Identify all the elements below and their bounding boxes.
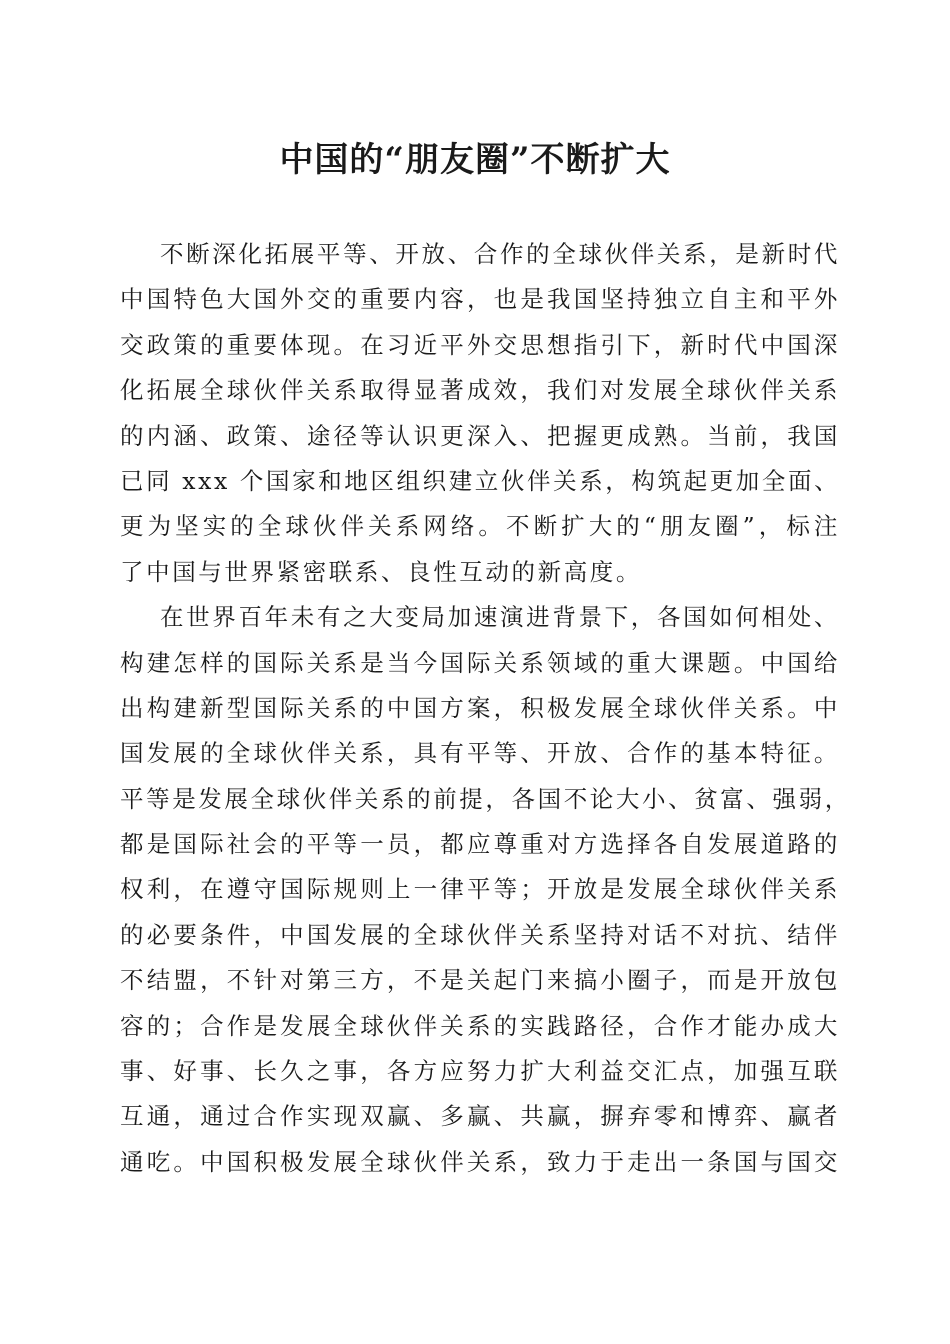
paragraph-1-line: 化拓展全球伙伴关系取得显著成效，我们对发展全球伙伴关系 [120, 376, 840, 405]
paragraph-1-line: 中国特色大国外交的重要内容，也是我国坚持独立自主和平外 [120, 285, 840, 314]
paragraph-1-line: 的内涵、政策、途径等认识更深入、把握更成熟。当前，我国 [120, 421, 840, 450]
paragraph-2-line: 都是国际社会的平等一员，都应尊重对方选择各自发展道路的 [120, 830, 840, 859]
document-title: 中国的“朋友圈”不断扩大 [279, 140, 671, 180]
paragraph-2-line: 在世界百年未有之大变局加速演进背景下，各国如何相处、 [160, 603, 840, 632]
paragraph-2-line: 平等是发展全球伙伴关系的前提，各国不论大小、贫富、强弱， [120, 784, 851, 813]
paragraph-2-line: 互通，通过合作实现双赢、多赢、共赢，摒弃零和博弈、赢者 [120, 1102, 840, 1131]
paragraph-2-line: 的必要条件，中国发展的全球伙伴关系坚持对话不对抗、结伴 [120, 920, 840, 949]
paragraph-2-line: 事、好事、长久之事，各方应努力扩大利益交汇点，加强互联 [120, 1057, 840, 1086]
paragraph-2-line: 国发展的全球伙伴关系，具有平等、开放、合作的基本特征。 [120, 739, 840, 768]
paragraph-2-line: 容的；合作是发展全球伙伴关系的实践路径，合作才能办成大 [120, 1011, 840, 1040]
paragraph-2-line: 不结盟，不针对第三方，不是关起门来搞小圈子，而是开放包 [120, 966, 840, 995]
paragraph-1-line: 已同 xxx 个国家和地区组织建立伙伴关系，构筑起更加全面、 [120, 466, 841, 495]
paragraph-2-line: 通吃。中国积极发展全球伙伴关系，致力于走出一条国与国交 [120, 1147, 840, 1176]
paragraph-1-line: 了中国与世界紧密联系、良性互动的新高度。 [120, 557, 642, 586]
paragraph-2-line: 构建怎样的国际关系是当今国际关系领域的重大课题。中国给 [120, 648, 840, 677]
paragraph-1-line: 交政策的重要体现。在习近平外交思想指引下，新时代中国深 [120, 330, 840, 359]
paragraph-2-line: 权利，在遵守国际规则上一律平等；开放是发展全球伙伴关系 [120, 875, 840, 904]
paragraph-1-line: 不断深化拓展平等、开放、合作的全球伙伴关系，是新时代 [160, 240, 840, 268]
paragraph-2-line: 出构建新型国际关系的中国方案，积极发展全球伙伴关系。中 [120, 693, 840, 722]
paragraph-1-line: 更为坚实的全球伙伴关系网络。不断扩大的“朋友圈”，标注 [120, 512, 840, 541]
document-body [120, 232, 851, 1185]
